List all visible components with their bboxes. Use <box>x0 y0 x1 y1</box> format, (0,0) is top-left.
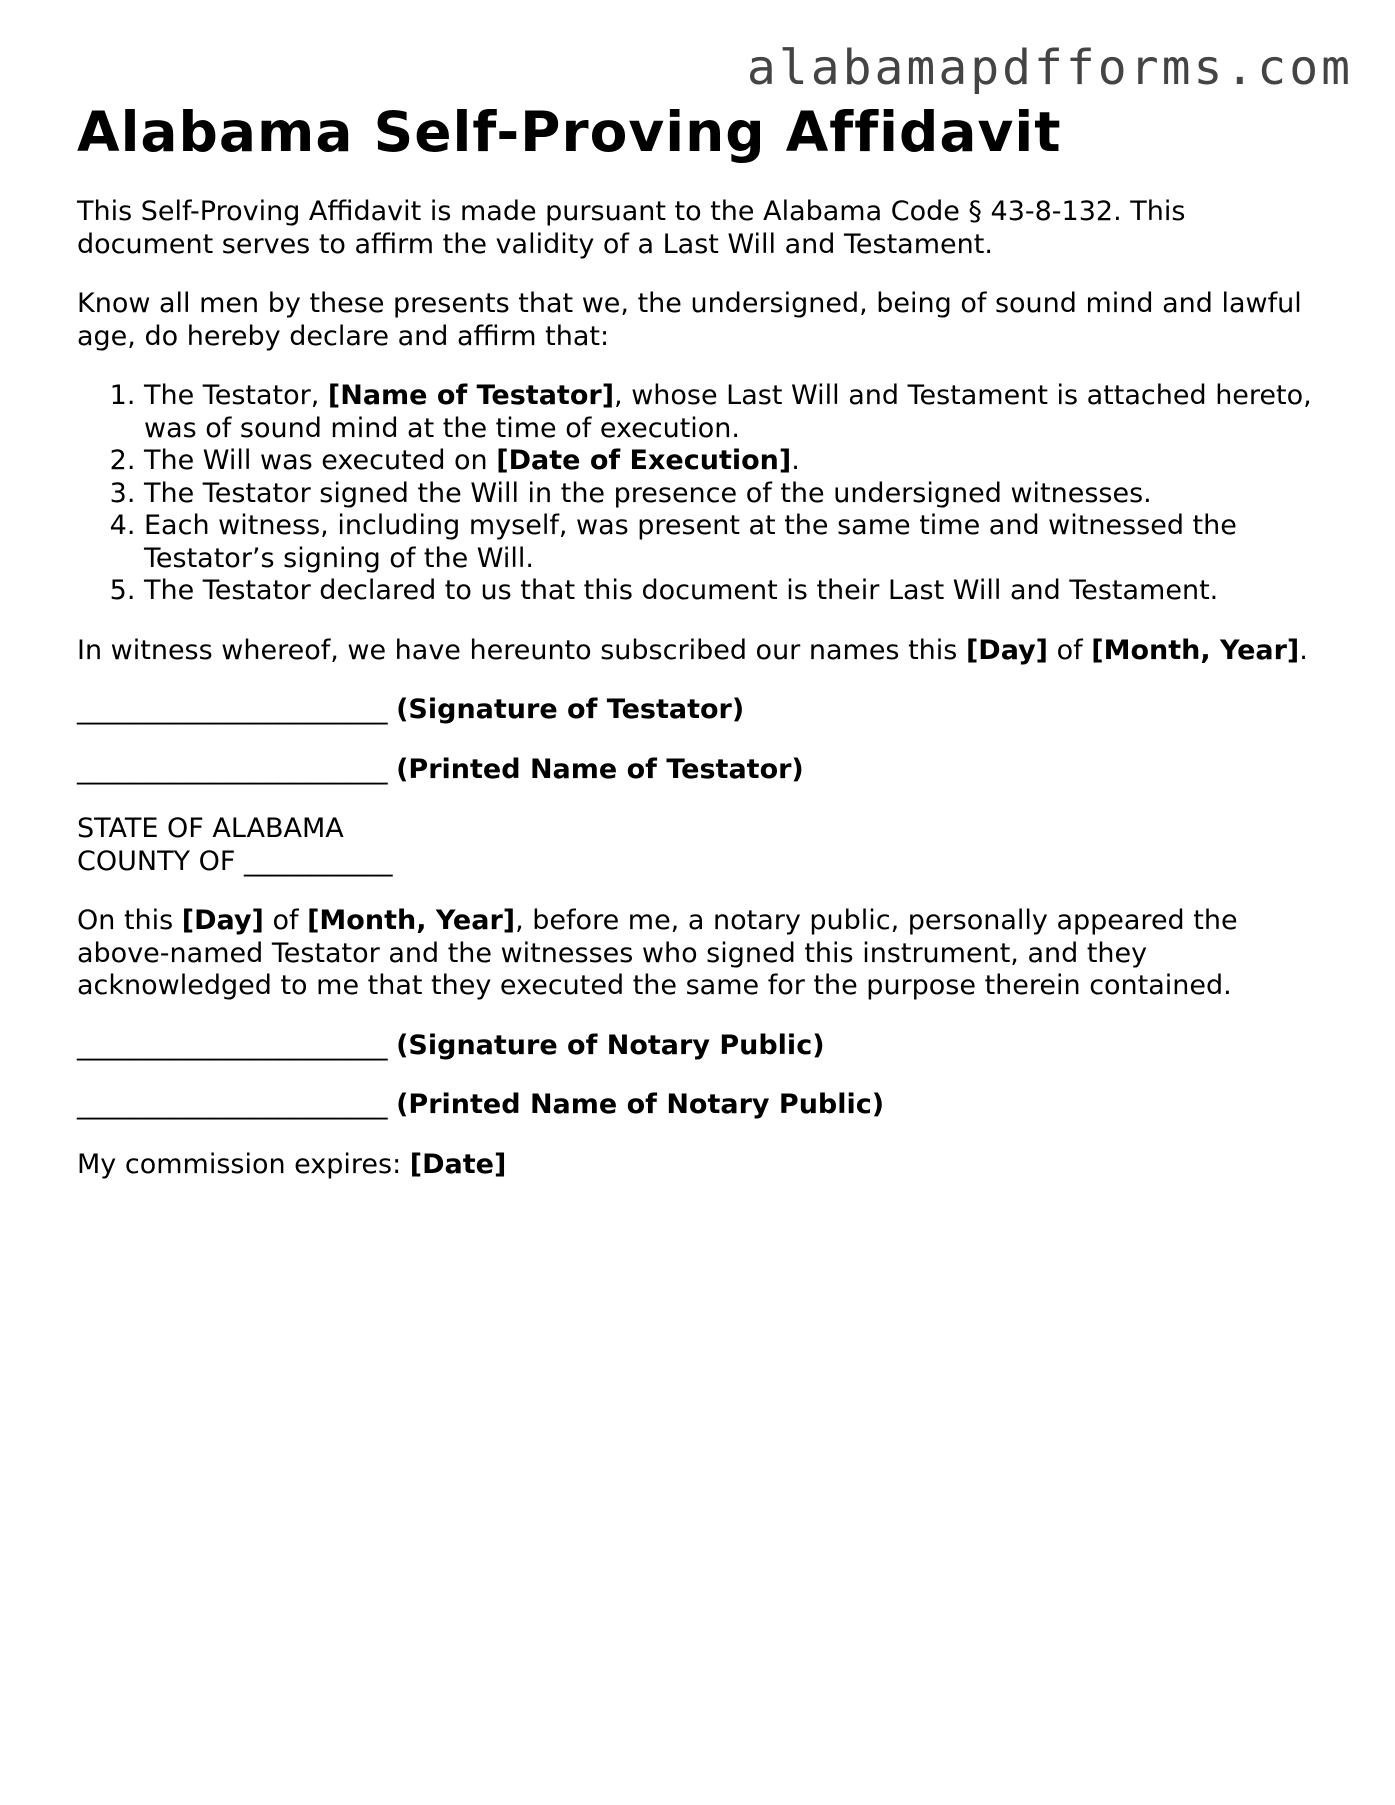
signature-blank: _______________________ <box>77 753 388 785</box>
affidavit-document <box>77 96 1327 1181</box>
signature-label: (Printed Name of Testator) <box>396 753 804 785</box>
list-item: 2. The Will was executed on [Date of Execution]. <box>144 445 1327 478</box>
signature-blank: _______________________ <box>77 1089 388 1120</box>
commission-date-placeholder: [Date] <box>409 1148 507 1180</box>
county-line: COUNTY OF ___________ <box>77 845 393 877</box>
signature-blank: _______________________ <box>77 1029 388 1061</box>
signature-label: (Signature of Testator) <box>396 694 745 725</box>
list-item: 1. The Testator, [Name of Testator], whose Last Will and Testament is attached hereto, was of sound mind at the time of execution. <box>144 380 1327 445</box>
state-line: STATE OF ALABAMA <box>77 813 344 844</box>
signature-label: (Signature of Notary Public) <box>396 1029 825 1061</box>
declaration-paragraph: Know all men by these presents that we, the undersigned, being of sound mind and lawful age, do hereby declare and affirm that: <box>77 288 1302 352</box>
notary-signature-line <box>77 1030 1327 1063</box>
intro-paragraph: This Self-Proving Affidavit is made pursuant to the Alabama Code § 43-8-132. This document serves to affirm the validity of a Last Will and Testament. <box>77 196 1186 260</box>
list-item: 3. The Testator signed the Will in the presence of the undersigned witnesses. <box>144 478 1327 511</box>
site-watermark: alabamapdfforms.com <box>746 40 1353 96</box>
commission-expiry: My commission expires: [Date] <box>77 1148 507 1180</box>
signature-label: (Printed Name of Notary Public) <box>396 1089 885 1120</box>
notary-paragraph: On this [Day] of [Month, Year], before me, a notary public, personally appeared the above-named Testator and the witnesses who signed this instrument, and they acknowledged to me that they executed the same for the purpose therein contained. <box>77 905 1238 1001</box>
signature-blank: _______________________ <box>77 694 388 725</box>
execution-date-placeholder: [Date of Execution] <box>496 445 792 476</box>
document-title: Alabama Self-Proving Affidavit <box>77 100 1062 164</box>
list-item: 4. Each witness, including myself, was present at the same time and witnessed the Testator’s signing of the Will. <box>144 510 1327 575</box>
testator-signature-line <box>77 694 1327 727</box>
testator-name-placeholder: [Name of Testator] <box>327 380 615 411</box>
affirmation-list <box>77 380 1327 608</box>
witness-paragraph: In witness whereof, we have hereunto subscribed our names this [Day] of [Month, Year]. <box>77 634 1308 666</box>
venue-block <box>77 813 1327 878</box>
testator-printed-name-line <box>77 754 1327 787</box>
notary-printed-name-line <box>77 1089 1327 1122</box>
list-item: 5. The Testator declared to us that this document is their Last Will and Testament. <box>144 575 1327 608</box>
